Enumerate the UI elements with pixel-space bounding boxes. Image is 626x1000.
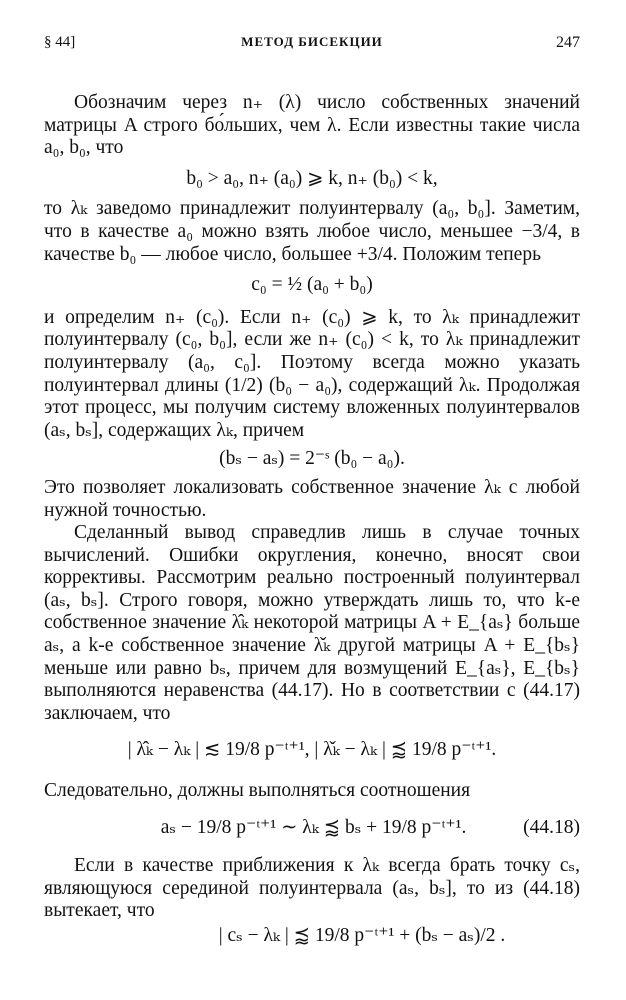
paragraph-3: и определим n₊ (c₀). Если n₊ (c₀) ⩾ k, то λₖ принадлежит полуинтервалу (c₀, b₀], если же n₊ (c₀) < k, то λₖ принадлежит полуинтервалу (a₀, c₀]. Поэтому всегда можно указать полуинтервал длины (1/2) (b₀ − a₀), содержащий λₖ. Продолжая этот процесс, мы получим систему вложенных полуинтервалов (aₛ, bₛ], содержащих λₖ, причем bbox=[44, 306, 580, 441]
page-body bbox=[44, 88, 580, 954]
section-marker: § 44] bbox=[44, 34, 76, 50]
equation-5: aₛ − 19/8 p⁻ᵗ⁺¹ ∼ λₖ ⪷ bₛ + 19/8 p⁻ᵗ⁺¹. bbox=[160, 816, 467, 838]
paragraph-4: Это позволяет локализовать собственное значение λₖ с любой нужной точностью. bbox=[44, 476, 580, 521]
paragraph-5: Сделанный вывод справедлив лишь в случае точных вычислений. Ошибки округления, конечно, вносят свои коррективы. Рассмотрим реально построенный полуинтервал (aₛ, bₛ]. Строго говоря, можно утверждать лишь то, что k-е собственное значение λ̂ₖ некоторой матрицы A + E_{aₛ} больше aₛ, а k-е собственное значение λ̌ₖ другой матрицы A + E_{bₛ} меньше или равно bₛ, причем для возмущений E_{aₛ}, E_{bₛ} выполняются неравенства (44.17). Но в соответствии с (44.17) заключаем, что bbox=[44, 522, 580, 724]
equation-1: b₀ > a₀, n₊ (a₀) ⩾ k, n₊ (b₀) < k, bbox=[186, 167, 438, 189]
equation-5-row bbox=[44, 817, 580, 840]
page-number: 247 bbox=[556, 34, 580, 51]
equation-3: (bₛ − aₛ) = 2⁻ˢ (b₀ − a₀). bbox=[219, 448, 405, 470]
paragraph-7: Если в качестве приближения к λₖ всегда брать точку cₛ, являющуюся серединой полуинтервала (aₛ, bₛ], то из (44.18) вытекает, что bbox=[44, 855, 580, 922]
paragraph-2: то λₖ заведомо принадлежит полуинтервалу (a₀, b₀]. Заметим, что в качестве a₀ можно взять любое число, меньшее −3/4, в качестве b₀ — любое число, большее +3/4. Положим теперь bbox=[44, 198, 580, 265]
equation-6: | cₛ − λₖ | ⪷ 19/8 p⁻ᵗ⁺¹ + (bₛ − aₛ)/2 . bbox=[218, 925, 506, 946]
paragraph-1: Обозначим через n₊ (λ) число собственных значений матрицы A строго бо́льших, чем λ. Если известны такие числа a₀, b₀, что bbox=[44, 92, 580, 159]
paragraph-6: Следовательно, должны выполняться соотношения bbox=[44, 780, 471, 802]
running-title: МЕТОД БИСЕКЦИИ bbox=[241, 34, 383, 49]
equation-2: c₀ = ½ (a₀ + b₀) bbox=[251, 274, 373, 296]
running-header bbox=[44, 34, 580, 58]
equation-5-number: (44.18) bbox=[523, 816, 580, 838]
equation-4: | λ̂ₖ − λₖ | ≲ 19/8 p⁻ᵗ⁺¹, | λ̌ₖ − λₖ | ⪷ 19/8 p⁻ᵗ⁺¹. bbox=[127, 739, 497, 761]
